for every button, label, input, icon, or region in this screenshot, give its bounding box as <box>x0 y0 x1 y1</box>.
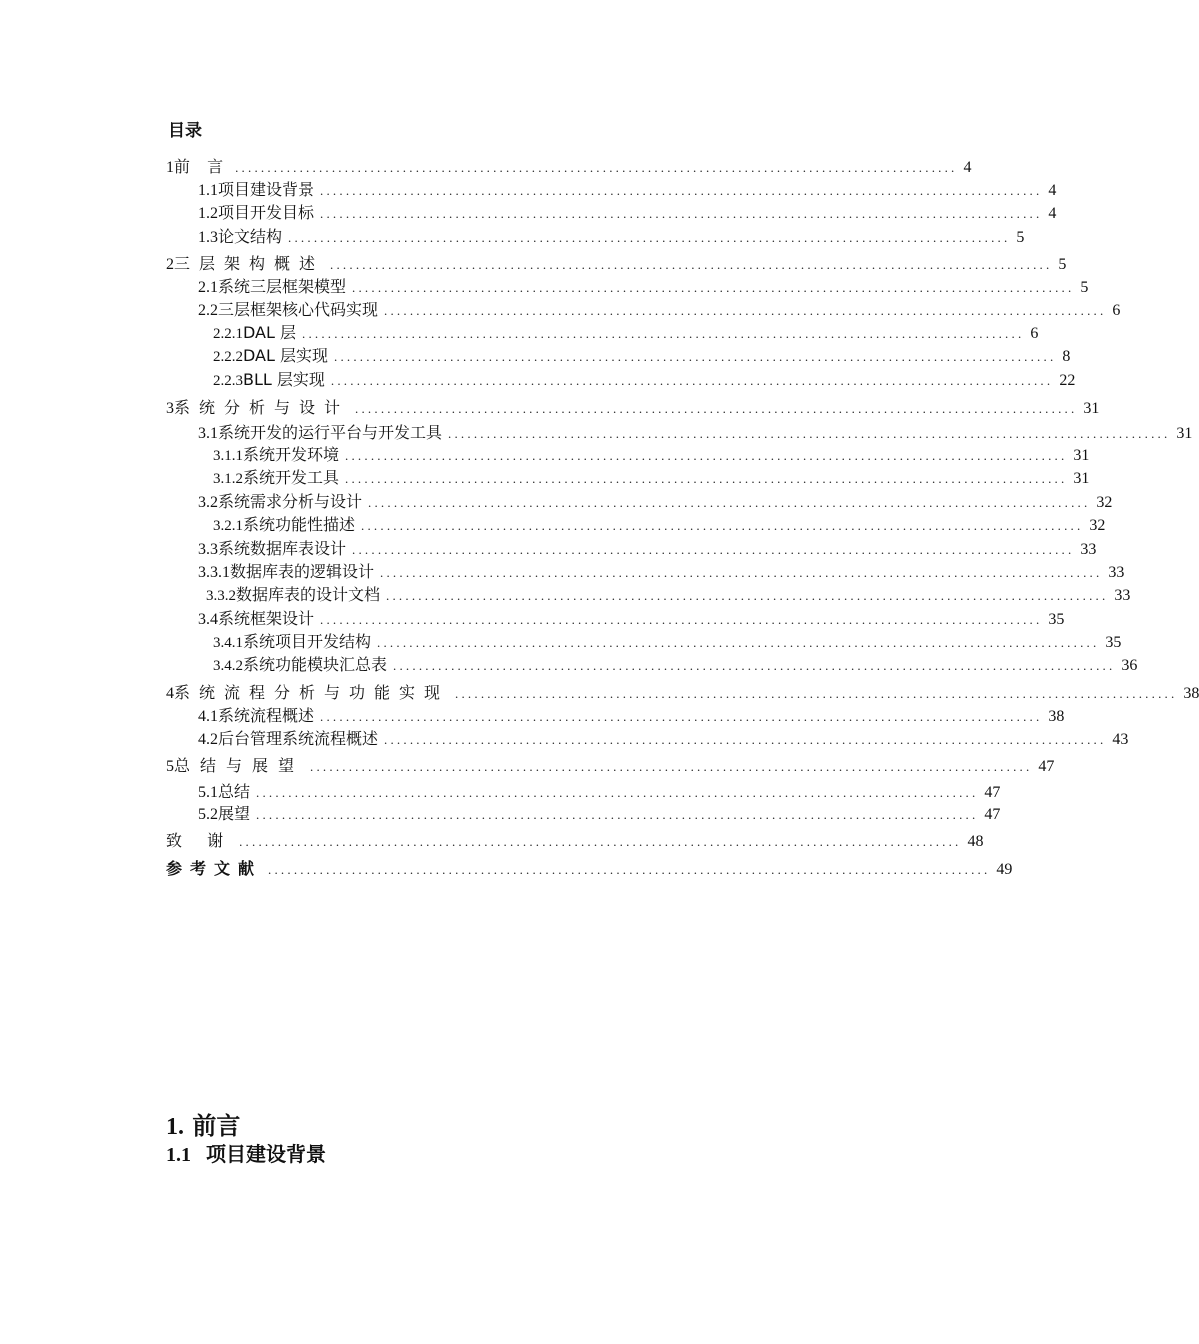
chapter-heading-text: 前言 <box>192 1112 241 1140</box>
chapter-heading <box>166 1106 240 1141</box>
toc-entry-page: 5 <box>1080 279 1089 296</box>
toc-entry[interactable] <box>198 559 1125 581</box>
toc-entry[interactable] <box>213 442 1090 464</box>
toc-leader-dots: ................................................................................................................ <box>256 785 979 800</box>
toc-entry-page: 35 <box>1048 611 1065 628</box>
toc-entry[interactable] <box>213 465 1090 487</box>
toc-entry-number: 3 <box>166 400 174 417</box>
toc-leader-dots: ................................................................................................................ <box>384 303 1107 318</box>
toc-entry-page: 49 <box>996 861 1013 878</box>
toc-entry-number: 5.2 <box>198 806 218 823</box>
toc-entry[interactable] <box>213 629 1122 651</box>
toc-entry-number: 3.4.2 <box>213 658 243 674</box>
toc-entry-label: 系统开发的运行平台与开发工具 <box>218 423 443 442</box>
toc-entry-number: 3.3 <box>198 541 218 558</box>
section-heading <box>166 1138 326 1167</box>
toc-entry-number: 3.1.2 <box>213 471 243 487</box>
toc-leader-dots: ................................................................................................................ <box>256 807 979 822</box>
toc-entry-label: 论文结构 <box>218 227 283 246</box>
toc-leader-dots: ................................................................................................................ <box>288 230 1011 245</box>
section-heading-text: 项目建设背景 <box>205 1142 326 1166</box>
toc-entry-label: DAL 层 <box>243 323 296 342</box>
toc-entry-number: 4 <box>166 685 174 702</box>
toc-entry-label: 项目开发目标 <box>218 203 315 222</box>
toc-entry-number: 2.2 <box>198 302 218 319</box>
toc-entry[interactable] <box>166 395 1100 417</box>
toc-leader-dots: ................................................................................................................ <box>455 686 1178 701</box>
toc-entry-page: 48 <box>967 833 984 850</box>
toc-entry-number: 2.1 <box>198 279 218 296</box>
toc-entry-page: 33 <box>1080 541 1097 558</box>
toc-entry[interactable] <box>213 367 1076 389</box>
toc-entry-page: 31 <box>1176 425 1193 442</box>
toc-leader-dots: ................................................................................................................ <box>361 518 1084 533</box>
toc-entry-number: 4.2 <box>198 731 218 748</box>
toc-entry-label: 数据库表的逻辑设计 <box>230 562 375 581</box>
toc-entry-page: 5 <box>1058 256 1067 273</box>
toc-leader-dots: ................................................................................................................ <box>239 834 962 849</box>
toc-entry-page: 4 <box>1048 205 1057 222</box>
toc-entry-number: 2.2.1 <box>213 326 243 342</box>
toc-entry[interactable] <box>213 343 1071 365</box>
toc-entry[interactable] <box>166 856 1013 878</box>
toc-entry-number: 4.1 <box>198 708 218 725</box>
toc-leader-dots: ................................................................................................................ <box>386 588 1109 603</box>
toc-entry-page: 4 <box>963 159 972 176</box>
toc-entry-page: 22 <box>1059 372 1076 389</box>
toc-entry[interactable] <box>198 779 1001 801</box>
toc-entry-number: 3.3.2 <box>206 588 236 604</box>
toc-entry-page: 36 <box>1121 657 1138 674</box>
toc-leader-dots: ................................................................................................................ <box>345 448 1068 463</box>
toc-entry-label: 系统开发工具 <box>243 468 340 487</box>
toc-entry-page: 8 <box>1062 348 1071 365</box>
toc-entry[interactable] <box>166 251 1067 273</box>
toc-entry-number: 2 <box>166 256 174 273</box>
toc-entry[interactable] <box>198 274 1089 296</box>
toc-entry-label: 参考文献 <box>166 859 263 878</box>
toc-title: 目录 <box>168 121 202 141</box>
toc-entry-label: 系统流程概述 <box>218 706 315 725</box>
toc-entry-label: 系统需求分析与设计 <box>218 492 363 511</box>
section-heading-number: 1.1 <box>166 1144 191 1166</box>
toc-entry[interactable] <box>198 177 1057 199</box>
toc-entry-page: 38 <box>1183 685 1199 702</box>
toc-entry-number: 1 <box>166 159 174 176</box>
toc-entry-number: 5.1 <box>198 784 218 801</box>
toc-entry-page: 47 <box>984 784 1001 801</box>
toc-entry-page: 6 <box>1030 325 1039 342</box>
toc-entry-number: 1.3 <box>198 229 218 246</box>
toc-entry[interactable] <box>213 652 1138 674</box>
toc-entry[interactable] <box>213 320 1039 342</box>
toc-entry[interactable] <box>198 200 1057 222</box>
toc-entry-number: 1.2 <box>198 205 218 222</box>
toc-entry-page: 4 <box>1048 182 1057 199</box>
toc-entry-number: 3.3.1 <box>198 564 230 581</box>
toc-entry[interactable] <box>166 753 1055 775</box>
toc-entry-page: 33 <box>1114 587 1131 604</box>
toc-leader-dots: ................................................................................................................ <box>320 183 1043 198</box>
toc-leader-dots: ................................................................................................................ <box>320 206 1043 221</box>
toc-leader-dots: ................................................................................................................ <box>310 759 1033 774</box>
toc-entry-label: 项目建设背景 <box>218 180 315 199</box>
toc-entry-page: 47 <box>1038 758 1055 775</box>
toc-leader-dots: ................................................................................................................ <box>320 612 1043 627</box>
toc-entry-page: 31 <box>1083 400 1100 417</box>
toc-entry-label: 系统分析与设计 <box>174 398 350 417</box>
toc-entry-label: 总结与展望 <box>174 756 305 775</box>
toc-entry[interactable] <box>166 154 972 176</box>
toc-entry-label: 系统框架设计 <box>218 609 315 628</box>
toc-leader-dots: ................................................................................................................ <box>345 471 1068 486</box>
toc-entry-label: BLL 层实现 <box>243 370 325 389</box>
toc-entry-page: 5 <box>1016 229 1025 246</box>
toc-leader-dots: ................................................................................................................ <box>235 160 958 175</box>
toc-entry-label: 数据库表的设计文档 <box>236 585 381 604</box>
toc-entry-label: 系统功能性描述 <box>243 515 356 534</box>
toc-leader-dots: ................................................................................................................ <box>448 426 1171 441</box>
toc-entry[interactable] <box>198 224 1025 246</box>
toc-entry-page: 47 <box>984 806 1001 823</box>
chapter-heading-number: 1. <box>166 1114 184 1140</box>
toc-leader-dots: ................................................................................................................ <box>268 862 991 877</box>
toc-entry-label: 系统开发环境 <box>243 445 340 464</box>
toc-leader-dots: ................................................................................................................ <box>352 280 1075 295</box>
toc-entry[interactable] <box>213 512 1106 534</box>
toc-entry-label: 系统功能模块汇总表 <box>243 655 388 674</box>
toc-entry[interactable] <box>198 726 1129 748</box>
toc-entry[interactable] <box>198 536 1097 558</box>
toc-leader-dots: ................................................................................................................ <box>352 542 1075 557</box>
toc-entry-number: 3.4.1 <box>213 635 243 651</box>
toc-entry-number: 1.1 <box>198 182 218 199</box>
toc-entry-page: 32 <box>1089 517 1106 534</box>
toc-entry-label: 系统三层框架模型 <box>218 277 347 296</box>
toc-entry-label: 后台管理系统流程概述 <box>218 729 379 748</box>
toc-entry[interactable] <box>166 828 984 850</box>
toc-entry-label: 展望 <box>218 804 251 823</box>
toc-leader-dots: ................................................................................................................ <box>330 373 1054 388</box>
toc-entry-page: 43 <box>1112 731 1129 748</box>
toc-leader-dots: ................................................................................................................ <box>320 709 1043 724</box>
toc-entry-label: 系统流程分析与功能实现 <box>174 683 450 702</box>
toc-leader-dots: ................................................................................................................ <box>368 495 1091 510</box>
toc-leader-dots: ................................................................................................................ <box>330 257 1053 272</box>
toc-entry-label: 三层框架核心代码实现 <box>218 300 379 319</box>
toc-leader-dots: ................................................................................................................ <box>384 732 1107 747</box>
toc-entry-number: 2.2.2 <box>213 349 243 365</box>
toc-entry-page: 31 <box>1073 447 1090 464</box>
toc-entry[interactable] <box>198 297 1121 319</box>
toc-entry-label: 系统项目开发结构 <box>243 632 372 651</box>
toc-leader-dots: ................................................................................................................ <box>334 349 1057 364</box>
toc-entry-number: 5 <box>166 758 174 775</box>
toc-entry-number: 3.4 <box>198 611 218 628</box>
toc-entry-number: 3.1.1 <box>213 448 243 464</box>
toc-entry-number: 2.2.3 <box>213 373 243 389</box>
toc-leader-dots: ................................................................................................................ <box>355 401 1078 416</box>
toc-entry-label: 系统数据库表设计 <box>218 539 347 558</box>
toc-entry[interactable] <box>198 606 1065 628</box>
toc-entry-label: 三层架构概述 <box>174 254 325 273</box>
toc-entry-page: 38 <box>1048 708 1065 725</box>
toc-entry-page: 32 <box>1096 494 1113 511</box>
toc-entry[interactable] <box>198 489 1113 511</box>
toc-entry-label: 总结 <box>218 782 251 801</box>
toc-entry[interactable] <box>206 582 1131 604</box>
toc-leader-dots: ................................................................................................................ <box>302 326 1025 341</box>
toc-entry-number: 3.2.1 <box>213 518 243 534</box>
toc-entry-page: 6 <box>1112 302 1121 319</box>
toc-leader-dots: ................................................................................................................ <box>377 635 1100 650</box>
toc-entry-page: 33 <box>1108 564 1125 581</box>
toc-entry-label: DAL 层实现 <box>243 346 328 365</box>
toc-entry-label: 致 谢 <box>166 831 234 850</box>
toc-entry-number: 3.2 <box>198 494 218 511</box>
toc-leader-dots: ................................................................................................................ <box>393 658 1116 673</box>
toc-entry-page: 35 <box>1105 634 1122 651</box>
toc-entry-number: 3.1 <box>198 425 218 442</box>
toc-entry-label: 前 言 <box>174 157 230 176</box>
toc-leader-dots: ................................................................................................................ <box>380 565 1103 580</box>
toc-entry[interactable] <box>198 703 1065 725</box>
toc-entry[interactable] <box>198 420 1193 442</box>
toc-entry[interactable] <box>198 801 1001 823</box>
toc-entry[interactable] <box>166 680 1199 702</box>
toc-entry-page: 31 <box>1073 470 1090 487</box>
